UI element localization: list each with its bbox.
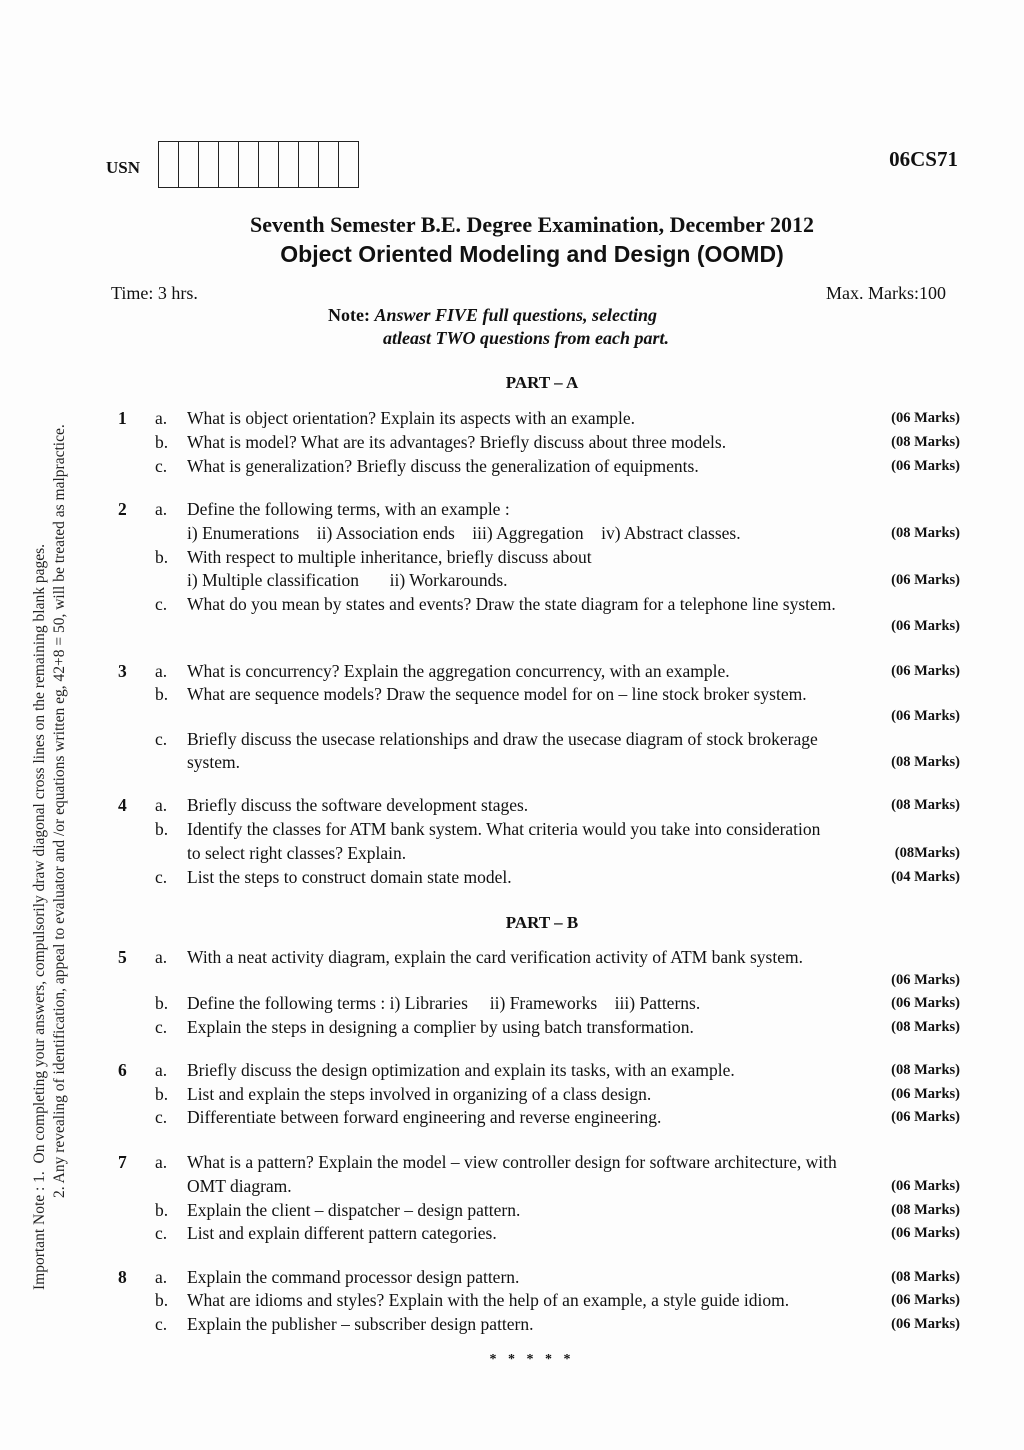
subquestion-label: b. xyxy=(155,684,169,704)
question-line xyxy=(110,593,960,615)
marks: (08 Marks) xyxy=(891,1062,960,1078)
marks: (06 Marks) xyxy=(891,1086,960,1102)
marks: (06 Marks) xyxy=(891,663,960,679)
subquestion-label: b. xyxy=(155,1290,169,1310)
marks: (06 Marks) xyxy=(891,1178,960,1194)
question-line xyxy=(110,683,960,705)
subquestion-label: c. xyxy=(155,729,168,749)
usn-box xyxy=(299,142,319,187)
question-text: i) Multiple classification ii) Workarounds. xyxy=(187,570,508,590)
subquestion-label: b. xyxy=(155,1200,169,1220)
subquestion-label: b. xyxy=(155,432,169,452)
question-text: What are idioms and styles? Explain with the help of an example, a style guide idiom. xyxy=(187,1290,790,1310)
question-line xyxy=(110,498,960,520)
question-line xyxy=(110,1199,960,1221)
marks: (06 Marks) xyxy=(891,972,960,988)
marks: (08 Marks) xyxy=(891,1269,960,1285)
question-text: to select right classes? Explain. xyxy=(187,843,407,863)
usn-box xyxy=(279,142,299,187)
question-text: Define the following terms, with an example : xyxy=(187,499,510,519)
marks: (06 Marks) xyxy=(891,458,960,474)
marks: (08 Marks) xyxy=(891,525,960,541)
question-line xyxy=(110,1222,960,1244)
question-text: Briefly discuss the software development stages. xyxy=(187,795,529,815)
question-text: i) Enumerations ii) Association ends iii) Aggregation iv) Abstract classes. xyxy=(187,523,741,543)
question-number: 2 xyxy=(118,499,127,519)
question-text: Explain the command processor design pattern. xyxy=(187,1267,520,1287)
question-text: What is concurrency? Explain the aggregation concurrency, with an example. xyxy=(187,661,730,681)
usn-box xyxy=(319,142,339,187)
subquestion-label: a. xyxy=(155,1267,168,1287)
usn-boxes xyxy=(158,141,359,188)
question-text: Identify the classes for ATM bank system. What criteria would you take into consideration xyxy=(187,819,821,839)
time-allowed: Time: 3 hrs. xyxy=(111,283,198,303)
subquestion-label: a. xyxy=(155,795,168,815)
marks: (06 Marks) xyxy=(891,1292,960,1308)
question-line xyxy=(110,407,960,429)
question-text: Explain the steps in designing a complier by using batch transformation. xyxy=(187,1017,694,1037)
marks: (06 Marks) xyxy=(891,708,960,724)
usn-box xyxy=(219,142,239,187)
subquestion-label: b. xyxy=(155,547,169,567)
question-line xyxy=(110,992,960,1014)
subquestion-label: c. xyxy=(155,456,168,476)
question-line xyxy=(110,522,960,544)
subquestion-label: a. xyxy=(155,661,168,681)
question-text: OMT diagram. xyxy=(187,1176,292,1196)
question-line xyxy=(110,455,960,477)
question-line xyxy=(110,1106,960,1128)
marks: (06 Marks) xyxy=(891,1316,960,1332)
question-line xyxy=(110,1059,960,1081)
part-b-heading: PART – B xyxy=(505,913,579,932)
subquestion-label: b. xyxy=(155,819,169,839)
end-marker: * * * * * xyxy=(489,1352,575,1367)
question-line xyxy=(110,794,960,816)
subquestion-label: a. xyxy=(155,1060,168,1080)
question-text: What do you mean by states and events? Draw the state diagram for a telephone line system. xyxy=(187,594,836,614)
paper-code: 06CS71 xyxy=(889,147,958,171)
question-text: With a neat activity diagram, explain the card verification activity of ATM bank system. xyxy=(187,947,803,967)
question-text: Briefly discuss the usecase relationships and draw the usecase diagram of stock brokerage xyxy=(187,729,818,749)
question-line xyxy=(110,1175,960,1197)
marks: (08 Marks) xyxy=(891,1019,960,1035)
subquestion-label: a. xyxy=(155,947,168,967)
marks: (08 Marks) xyxy=(891,434,960,450)
usn-box xyxy=(259,142,279,187)
important-note xyxy=(30,350,70,1290)
marks: (04 Marks) xyxy=(891,869,960,885)
usn-box xyxy=(199,142,219,187)
note-line-1 xyxy=(328,305,657,326)
subquestion-label: a. xyxy=(155,408,168,428)
marks: (06 Marks) xyxy=(891,410,960,426)
question-number: 6 xyxy=(118,1060,127,1080)
marks: (06 Marks) xyxy=(891,572,960,588)
question-line xyxy=(110,728,960,750)
question-line xyxy=(110,431,960,453)
question-text: Briefly discuss the design optimization and explain its tasks, with an example. xyxy=(187,1060,735,1080)
part-a-heading: PART – A xyxy=(505,373,579,392)
subquestion-label: a. xyxy=(155,1152,168,1172)
question-text: With respect to multiple inheritance, briefly discuss about xyxy=(187,547,592,567)
important-note-line-2: 2. Any revealing of identification, appeal to evaluator and /or equations written eg, 42+8 = 50, will be treated as malpractice. xyxy=(51,424,68,1198)
question-line xyxy=(110,1266,960,1288)
subquestion-label: c. xyxy=(155,1017,168,1037)
usn-box xyxy=(179,142,199,187)
question-line xyxy=(110,660,960,682)
subquestion-label: c. xyxy=(155,1314,168,1334)
subquestion-label: c. xyxy=(155,1223,168,1243)
question-text: List and explain the steps involved in organizing of a class design. xyxy=(187,1084,652,1104)
question-text: Explain the publisher – subscriber design pattern. xyxy=(187,1314,534,1334)
note-label: Note: xyxy=(328,305,375,325)
usn-box xyxy=(239,142,259,187)
question-text: system. xyxy=(187,752,240,772)
question-line xyxy=(110,615,960,637)
question-text: What are sequence models? Draw the sequence model for on – line stock broker system. xyxy=(187,684,807,704)
question-number: 8 xyxy=(118,1267,127,1287)
subquestion-label: a. xyxy=(155,499,168,519)
question-text: Explain the client – dispatcher – design pattern. xyxy=(187,1200,521,1220)
subquestion-label: b. xyxy=(155,1084,169,1104)
subquestion-label: c. xyxy=(155,594,168,614)
note-text-1: Answer FIVE full questions, selecting xyxy=(374,305,658,325)
question-line xyxy=(110,1083,960,1105)
marks: (08Marks) xyxy=(894,845,960,861)
subquestion-label: c. xyxy=(155,867,168,887)
question-line xyxy=(110,1313,960,1335)
question-number: 5 xyxy=(118,947,127,967)
question-number: 1 xyxy=(118,408,127,428)
marks: (06 Marks) xyxy=(891,1109,960,1125)
question-line xyxy=(110,546,960,568)
question-text: List the steps to construct domain state model. xyxy=(187,867,512,887)
question-text: What is object orientation? Explain its aspects with an example. xyxy=(187,408,636,428)
question-number: 4 xyxy=(118,795,127,815)
important-note-line-1: Important Note : 1. On completing your answers, compulsorily draw diagonal cross lines on the remaining blank pages. xyxy=(31,544,48,1290)
question-line xyxy=(110,946,960,968)
marks: (08 Marks) xyxy=(891,754,960,770)
question-text: Define the following terms : i) Libraries ii) Frameworks iii) Patterns. xyxy=(187,993,701,1013)
exam-title: Seventh Semester B.E. Degree Examination, December 2012 xyxy=(250,212,814,237)
marks: (06 Marks) xyxy=(891,618,960,634)
subject-title: Object Oriented Modeling and Design (OOMD) xyxy=(280,241,784,267)
marks: (06 Marks) xyxy=(891,1225,960,1241)
question-text: What is a pattern? Explain the model – view controller design for software architecture, with xyxy=(187,1152,837,1172)
question-line xyxy=(110,842,960,864)
question-number: 3 xyxy=(118,661,127,681)
question-text: List and explain different pattern categories. xyxy=(187,1223,497,1243)
usn-label: USN xyxy=(106,158,141,177)
question-line xyxy=(110,969,960,991)
marks: (08 Marks) xyxy=(891,1202,960,1218)
question-number: 7 xyxy=(118,1152,127,1172)
usn-box xyxy=(159,142,179,187)
question-line xyxy=(110,751,960,773)
question-text: What is generalization? Briefly discuss the generalization of equipments. xyxy=(187,456,699,476)
question-line xyxy=(110,866,960,888)
question-line xyxy=(110,818,960,840)
question-line xyxy=(110,569,960,591)
question-line xyxy=(110,1016,960,1038)
note-line-2: atleast TWO questions from each part. xyxy=(383,328,670,348)
question-text: What is model? What are its advantages? Briefly discuss about three models. xyxy=(187,432,727,452)
question-line xyxy=(110,1289,960,1311)
subquestion-label: b. xyxy=(155,993,169,1013)
usn-box xyxy=(339,142,358,187)
marks: (06 Marks) xyxy=(891,995,960,1011)
marks: (08 Marks) xyxy=(891,797,960,813)
question-text: Differentiate between forward engineering and reverse engineering. xyxy=(187,1107,662,1127)
question-line xyxy=(110,705,960,727)
max-marks: Max. Marks:100 xyxy=(826,283,946,303)
question-line xyxy=(110,1151,960,1173)
subquestion-label: c. xyxy=(155,1107,168,1127)
